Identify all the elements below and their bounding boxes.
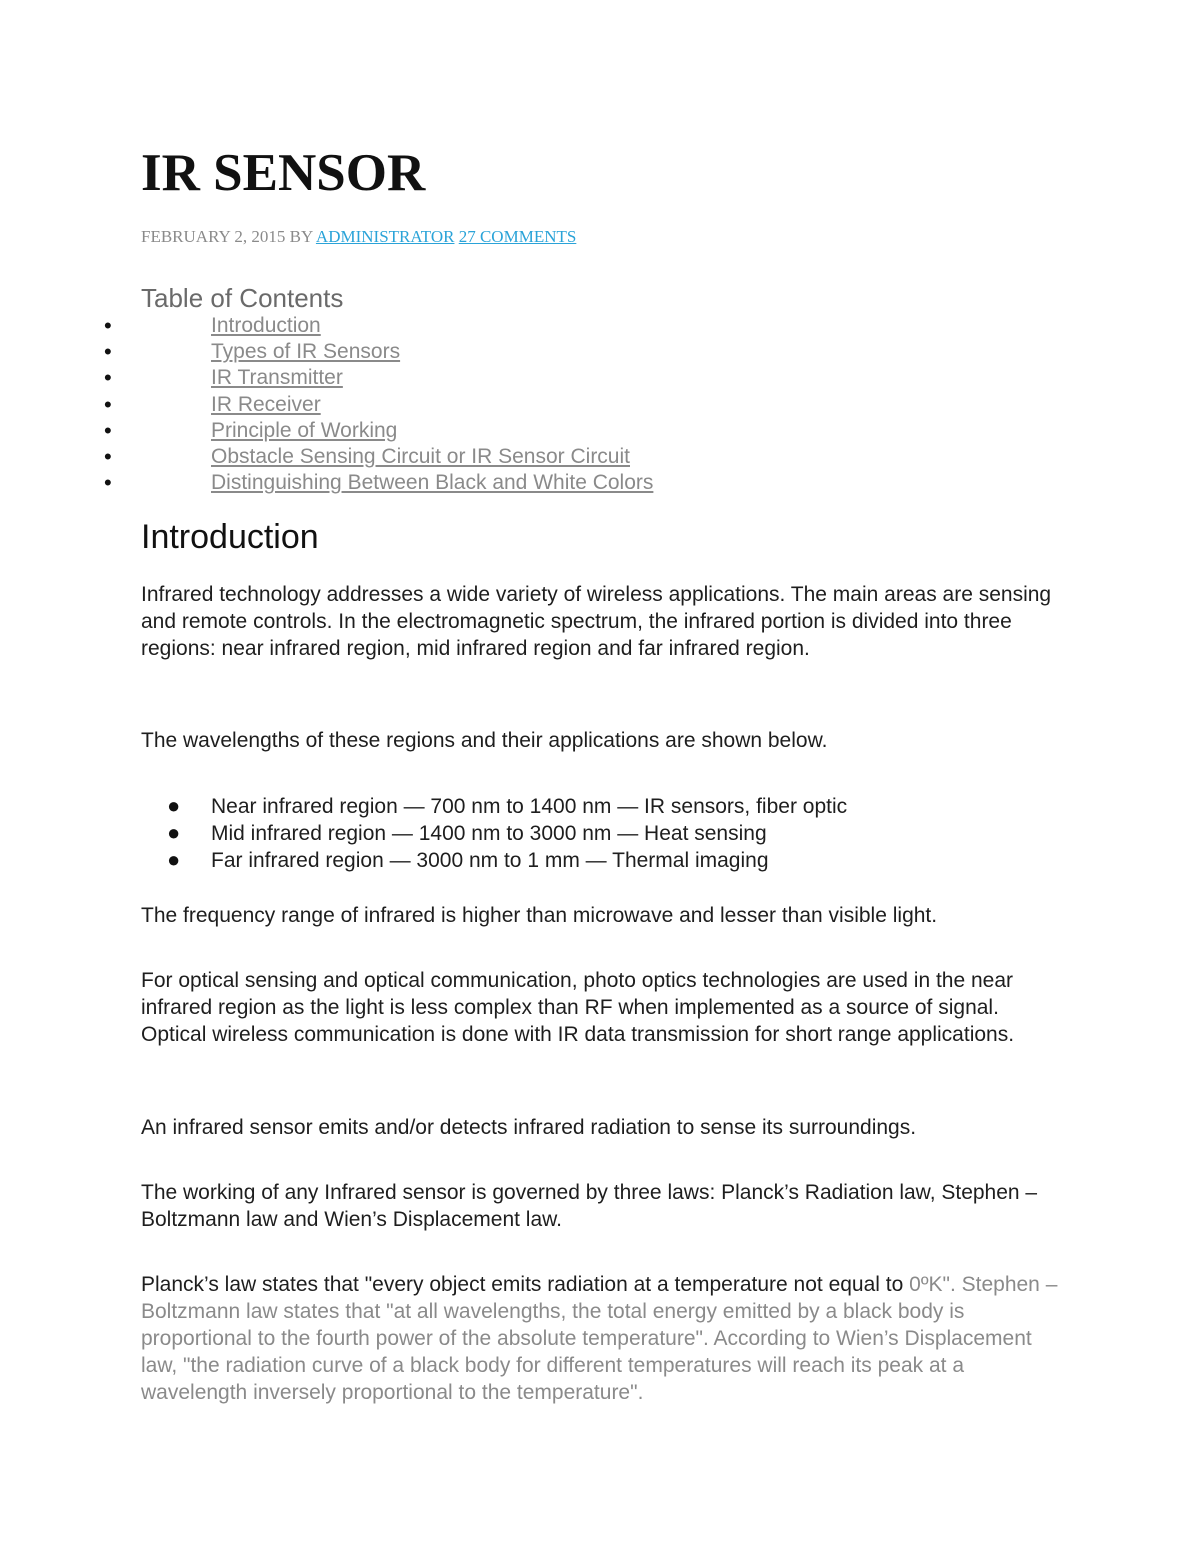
toc-link-introduction[interactable]: Introduction [211,314,321,337]
list-item-text: Mid infrared region — 1400 nm to 3000 nm — Heat sensing [211,822,767,845]
bullet-icon: ● [167,820,181,845]
bullet-icon: ● [167,793,181,818]
paragraph-text-muted: 0ºK". Stephen – Boltzmann law states that "at all wavelengths, the total energy emitted by a black body is proportional to the fourth power of the absolute temperature". According to Wien’s Displacement law, "the radiation curve of a black body for different temperatures will reach its peak at a wavelength inversely proportional to the temperature". [141,1273,1058,1404]
bullet-icon: ● [167,847,181,872]
toc-link-colors[interactable]: Distinguishing Between Black and White Colors [211,471,654,495]
page-title: IR SENSOR [141,144,426,202]
post-date: FEBRUARY 2, 2015 BY [141,227,313,246]
comments-link[interactable]: 27 COMMENTS [458,227,577,246]
toc-heading: Table of Contents [141,283,344,313]
toc-link-transmitter[interactable]: IR Transmitter [211,366,343,390]
paragraph: The wavelengths of these regions and their applications are shown below. [141,729,828,752]
bullet-icon: • [104,365,112,391]
bullet-icon: • [104,391,112,417]
author-link[interactable]: ADMINISTRATOR [315,227,455,246]
section-heading-introduction: Introduction [141,518,319,556]
paragraph-laws [141,1271,1071,1406]
paragraph: An infrared sensor emits and/or detects infrared radiation to sense its surroundings. [141,1116,917,1139]
paragraph: For optical sensing and optical communication, photo optics technologies are used in the near infrared region as the light is less complex than RF when implemented as a source of signal. Optical wireless communication is done with IR data transmission for short range applications. [141,969,1015,1046]
toc-link-receiver[interactable]: IR Receiver [211,392,321,416]
paragraph-text: Planck’s law states that "every object emits radiation at a temperature not equal to [141,1273,910,1296]
paragraph: The working of any Infrared sensor is governed by three laws: Planck’s Radiation law, Stephen – Boltzmann law and Wien’s Displacement law. [141,1181,1038,1231]
bullet-icon: • [104,339,112,365]
list-item-text: Far infrared region — 3000 nm to 1 mm — Thermal imaging [211,849,769,872]
bullet-icon: • [104,470,112,496]
list-item-text: Near infrared region — 700 nm to 1400 nm — IR sensors, fiber optic [211,795,848,818]
bullet-icon: • [104,313,112,338]
paragraph: Infrared technology addresses a wide variety of wireless applications. The main areas are sensing and remote controls. In the electromagnetic spectrum, the infrared portion is divided into three regions: near infrared region, mid infrared region and far infrared region. [141,583,1052,660]
toc-link-obstacle[interactable]: Obstacle Sensing Circuit or IR Sensor Circuit [211,444,630,468]
toc-link-principle[interactable]: Principle of Working [211,418,398,442]
bullet-icon: • [104,417,112,443]
paragraph: The frequency range of infrared is higher than microwave and lesser than visible light. [141,904,938,927]
bullet-icon: • [104,443,112,469]
toc-link-types[interactable]: Types of IR Sensors [211,340,401,364]
post-meta [141,226,576,248]
